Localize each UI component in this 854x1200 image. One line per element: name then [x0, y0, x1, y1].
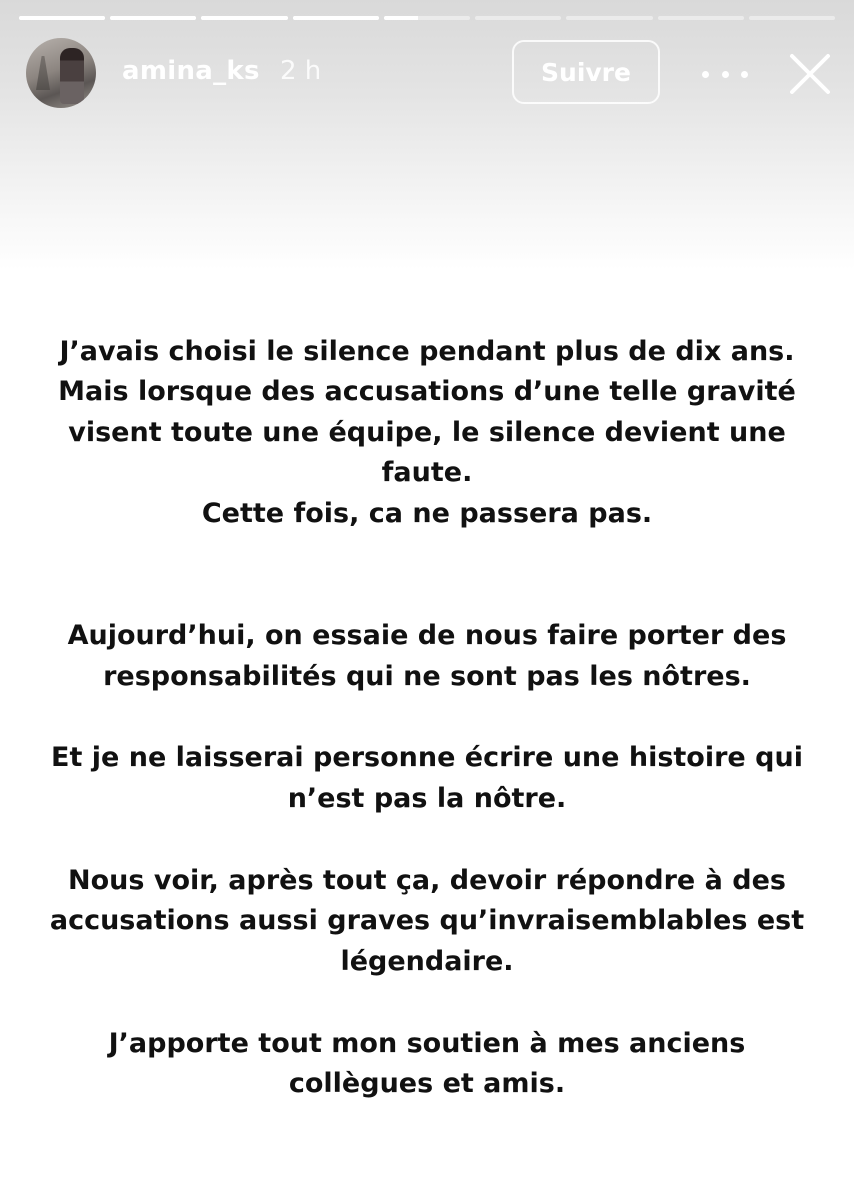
avatar-photo-person [60, 48, 84, 104]
story-text-line: responsabilités qui ne sont pas les nôtres. [103, 661, 751, 692]
progress-segment [293, 16, 379, 20]
progress-segment [566, 16, 652, 20]
avatar-photo-background [36, 56, 50, 90]
post-time: 2 h [280, 56, 322, 86]
avatar[interactable] [26, 38, 96, 108]
story-text-line: J’apporte tout mon soutien à mes anciens [108, 1028, 746, 1059]
story-text-line: collègues et amis. [288, 1068, 566, 1099]
progress-segment [475, 16, 561, 20]
story-text-line: accusations aussi graves qu’invraisemblables est [49, 905, 805, 936]
story-text-line: visent toute une équipe, le silence devient une [68, 417, 786, 448]
story-text-line: n’est pas la nôtre. [287, 783, 567, 814]
story-text-line: Aujourd’hui, on essaie de nous faire porter des [67, 620, 787, 651]
progress-segment [658, 16, 744, 20]
more-horizontal-icon[interactable] [702, 60, 748, 88]
story-text-line: faute. [381, 457, 473, 488]
story-text-line: légendaire. [340, 946, 514, 977]
story-text-line: Cette fois, ca ne passera pas. [201, 498, 653, 529]
story-text-line: J’avais choisi le silence pendant plus de dix ans. [59, 336, 795, 367]
progress-segment [110, 16, 196, 20]
follow-button[interactable]: Suivre [512, 40, 660, 104]
close-icon[interactable] [786, 50, 834, 98]
story-header [26, 38, 834, 110]
story-text-line: Nous voir, après tout ça, devoir répondre à des [68, 865, 786, 896]
progress-segment [384, 16, 470, 20]
progress-segment [749, 16, 835, 20]
progress-segment [19, 16, 105, 20]
story-text-line: Mais lorsque des accusations d’une telle gravité [58, 376, 796, 407]
username[interactable]: amina_ks [122, 56, 260, 86]
story-progress-bar [19, 16, 835, 21]
story-text-line: Et je ne laisserai personne écrire une histoire qui [51, 742, 803, 773]
progress-segment [201, 16, 287, 20]
